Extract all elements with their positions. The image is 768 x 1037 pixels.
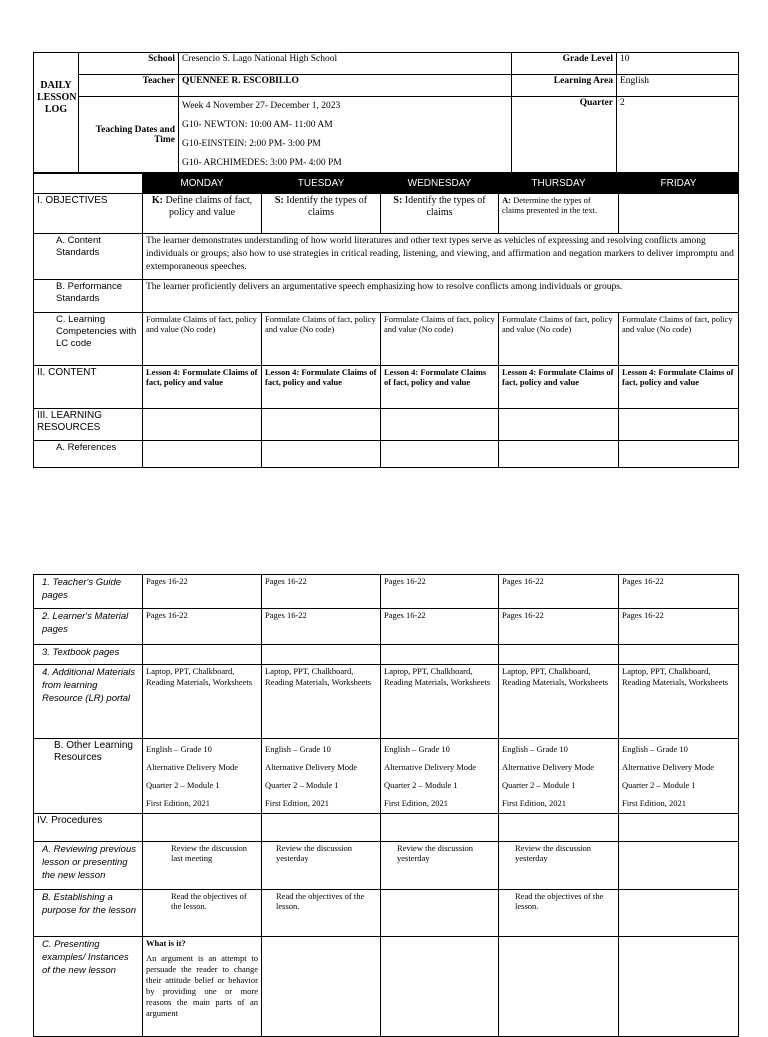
other-resources-cell: English – Grade 10 Alternative Delivery Mode Quarter 2 – Module 1 First Edition, 2021	[381, 739, 499, 814]
teachers-guide-cell: Pages 16-22	[262, 575, 381, 609]
empty-cell	[381, 814, 499, 842]
dates-line: G10- ARCHIMEDES: 3:00 PM- 4:00 PM	[182, 158, 342, 168]
teachers-guide-cell: Pages 16-22	[619, 575, 739, 609]
learners-material-cell: Pages 16-22	[381, 609, 499, 645]
empty-cell	[143, 441, 262, 468]
content-cell: Lesson 4: Formulate Claims of fact, policy and value	[262, 366, 381, 409]
objective-thursday: A: Determine the types of claims presented in the text.	[499, 194, 619, 234]
empty-cell	[381, 890, 499, 937]
procedures-label: IV. Procedures	[34, 814, 143, 842]
dates-line: G10- NEWTON: 10:00 AM- 11:00 AM	[182, 120, 333, 130]
day-header-friday: FRIDAY	[619, 173, 739, 194]
procedure-b-monday: Read the objectives of the lesson.	[143, 890, 262, 937]
teacher-label: Teacher	[79, 75, 179, 97]
school-value: Cresencio S. Lago National High School	[179, 53, 512, 75]
teachers-guide-cell: Pages 16-22	[381, 575, 499, 609]
dates-line: Week 4 November 27- December 1, 2023	[182, 101, 341, 111]
objective-tuesday: S: Identify the types of claims	[262, 194, 381, 234]
content-standards-label: A. Content Standards	[34, 234, 143, 280]
grade-level-label: Grade Level	[512, 53, 617, 75]
day-header-wednesday: WEDNESDAY	[381, 173, 499, 194]
learners-material-label: 2. Learner's Material pages	[34, 609, 143, 645]
school-label: School	[79, 53, 179, 75]
empty-cell	[619, 814, 739, 842]
teachers-guide-label: 1. Teacher's Guide pages	[34, 575, 143, 609]
content-cell: Lesson 4: Formulate Claims of fact, policy and value	[499, 366, 619, 409]
other-resources-cell: English – Grade 10 Alternative Delivery Mode Quarter 2 – Module 1 First Edition, 2021	[143, 739, 262, 814]
teacher-value: QUENNEE R. ESCOBILLO	[179, 75, 512, 97]
additional-materials-cell: Laptop, PPT, Chalkboard, Reading Materials, Worksheets	[619, 665, 739, 739]
procedure-a-thursday: Review the discussion yesterday	[499, 842, 619, 890]
other-resources-cell: English – Grade 10 Alternative Delivery Mode Quarter 2 – Module 1 First Edition, 2021	[499, 739, 619, 814]
empty-cell	[262, 409, 381, 441]
empty-cell	[499, 409, 619, 441]
content-cell: Lesson 4: Formulate Claims of fact, policy and value	[143, 366, 262, 409]
learning-resources-label: III. LEARNING RESOURCES	[34, 409, 143, 441]
lesson-log-table-part2	[33, 574, 739, 1037]
teachers-guide-cell: Pages 16-22	[143, 575, 262, 609]
empty-cell	[381, 409, 499, 441]
lesson-log-header-table	[33, 52, 739, 174]
learners-material-cell: Pages 16-22	[499, 609, 619, 645]
teaching-dates-value	[179, 97, 512, 174]
dates-line: G10-EINSTEIN: 2:00 PM- 3:00 PM	[182, 139, 321, 149]
empty-cell	[262, 441, 381, 468]
empty-cell	[619, 409, 739, 441]
learning-competencies-label: C. Learning Competencies with LC code	[34, 313, 143, 366]
references-label: A. References	[34, 441, 143, 468]
grade-level-value: 10	[617, 53, 739, 75]
competency-cell: Formulate Claims of fact, policy and value (No code)	[381, 313, 499, 366]
procedure-b-thursday: Read the objectives of the lesson.	[499, 890, 619, 937]
day-header-thursday: THURSDAY	[499, 173, 619, 194]
corner-cell	[34, 173, 143, 194]
empty-cell	[143, 409, 262, 441]
learning-area-value: English	[617, 75, 739, 97]
empty-cell	[499, 937, 619, 1037]
content-cell: Lesson 4: Formulate Claims of fact, policy and value	[381, 366, 499, 409]
empty-cell	[381, 937, 499, 1037]
lesson-log-table-part1	[33, 172, 739, 468]
textbook-label: 3. Textbook pages	[34, 645, 143, 665]
empty-cell	[381, 441, 499, 468]
procedure-a-wednesday: Review the discussion yesterday	[381, 842, 499, 890]
competency-cell: Formulate Claims of fact, policy and value (No code)	[262, 313, 381, 366]
other-resources-cell: English – Grade 10 Alternative Delivery Mode Quarter 2 – Module 1 First Edition, 2021	[262, 739, 381, 814]
procedure-a-monday: Review the discussion last meeting	[143, 842, 262, 890]
learners-material-cell: Pages 16-22	[143, 609, 262, 645]
competency-cell: Formulate Claims of fact, policy and value (No code)	[143, 313, 262, 366]
empty-cell	[499, 441, 619, 468]
day-header-monday: MONDAY	[143, 173, 262, 194]
content-label: II. CONTENT	[34, 366, 143, 409]
empty-cell	[619, 645, 739, 665]
additional-materials-cell: Laptop, PPT, Chalkboard, Reading Materials, Worksheets	[499, 665, 619, 739]
additional-materials-cell: Laptop, PPT, Chalkboard, Reading Materials, Worksheets	[143, 665, 262, 739]
empty-cell	[143, 814, 262, 842]
other-resources-cell: English – Grade 10 Alternative Delivery Mode Quarter 2 – Module 1 First Edition, 2021	[619, 739, 739, 814]
empty-cell	[262, 645, 381, 665]
additional-materials-cell: Laptop, PPT, Chalkboard, Reading Materials, Worksheets	[262, 665, 381, 739]
procedure-c-monday	[143, 937, 262, 1037]
empty-cell	[262, 937, 381, 1037]
content-standards-text: The learner demonstrates understanding of how world literatures and other text types serve as vehicles of expressing and resolving conflicts among individuals or groups; also how to use strategies in critical reading, listening, and viewing, and affirmation and negation markers to deliver impromptu and extemporaneous speeches.	[143, 234, 739, 280]
other-resources-label: B. Other Learning Resources	[34, 739, 143, 814]
empty-cell	[619, 890, 739, 937]
content-cell: Lesson 4: Formulate Claims of fact, policy and value	[619, 366, 739, 409]
procedure-a-label: A. Reviewing previous lesson or presenting the new lesson	[34, 842, 143, 890]
quarter-value: 2	[617, 97, 739, 174]
empty-cell	[143, 645, 262, 665]
empty-cell	[262, 814, 381, 842]
empty-cell	[381, 645, 499, 665]
day-header-tuesday: TUESDAY	[262, 173, 381, 194]
learners-material-cell: Pages 16-22	[262, 609, 381, 645]
additional-materials-cell: Laptop, PPT, Chalkboard, Reading Materials, Worksheets	[381, 665, 499, 739]
procedure-c-label: C. Presenting examples/ Instances of the new lesson	[34, 937, 143, 1037]
objective-monday: K: Define claims of fact, policy and value	[143, 194, 262, 234]
daily-lesson-log-title: DAILY LESSON LOG	[34, 53, 79, 174]
objective-friday	[619, 194, 739, 234]
what-is-it-text: An argument is an attempt to persuade the reader to change their attitude belief or behavior by providing one or more reasons the main parts of an argument	[146, 953, 258, 1018]
performance-standards-text: The learner proficiently delivers an argumentative speech emphasizing how to resolve conflicts among individuals or groups.	[143, 280, 739, 313]
procedure-b-tuesday: Read the objectives of the lesson.	[262, 890, 381, 937]
quarter-label: Quarter	[512, 97, 617, 174]
objectives-label: I. OBJECTIVES	[34, 194, 143, 234]
procedure-b-label: B. Establishing a purpose for the lesson	[34, 890, 143, 937]
teachers-guide-cell: Pages 16-22	[499, 575, 619, 609]
empty-cell	[499, 814, 619, 842]
empty-cell	[499, 645, 619, 665]
teaching-dates-label: Teaching Dates and Time	[79, 97, 179, 174]
learners-material-cell: Pages 16-22	[619, 609, 739, 645]
empty-cell	[619, 441, 739, 468]
performance-standards-label: B. Performance Standards	[34, 280, 143, 313]
procedure-a-tuesday: Review the discussion yesterday	[262, 842, 381, 890]
what-is-it-heading: What is it?	[146, 938, 186, 948]
empty-cell	[619, 842, 739, 890]
empty-cell	[619, 937, 739, 1037]
objective-wednesday: S: Identify the types of claims	[381, 194, 499, 234]
learning-area-label: Learning Area	[512, 75, 617, 97]
competency-cell: Formulate Claims of fact, policy and value (No code)	[619, 313, 739, 366]
competency-cell: Formulate Claims of fact, policy and value (No code)	[499, 313, 619, 366]
additional-materials-label: 4. Additional Materials from learning Resource (LR) portal	[34, 665, 143, 739]
